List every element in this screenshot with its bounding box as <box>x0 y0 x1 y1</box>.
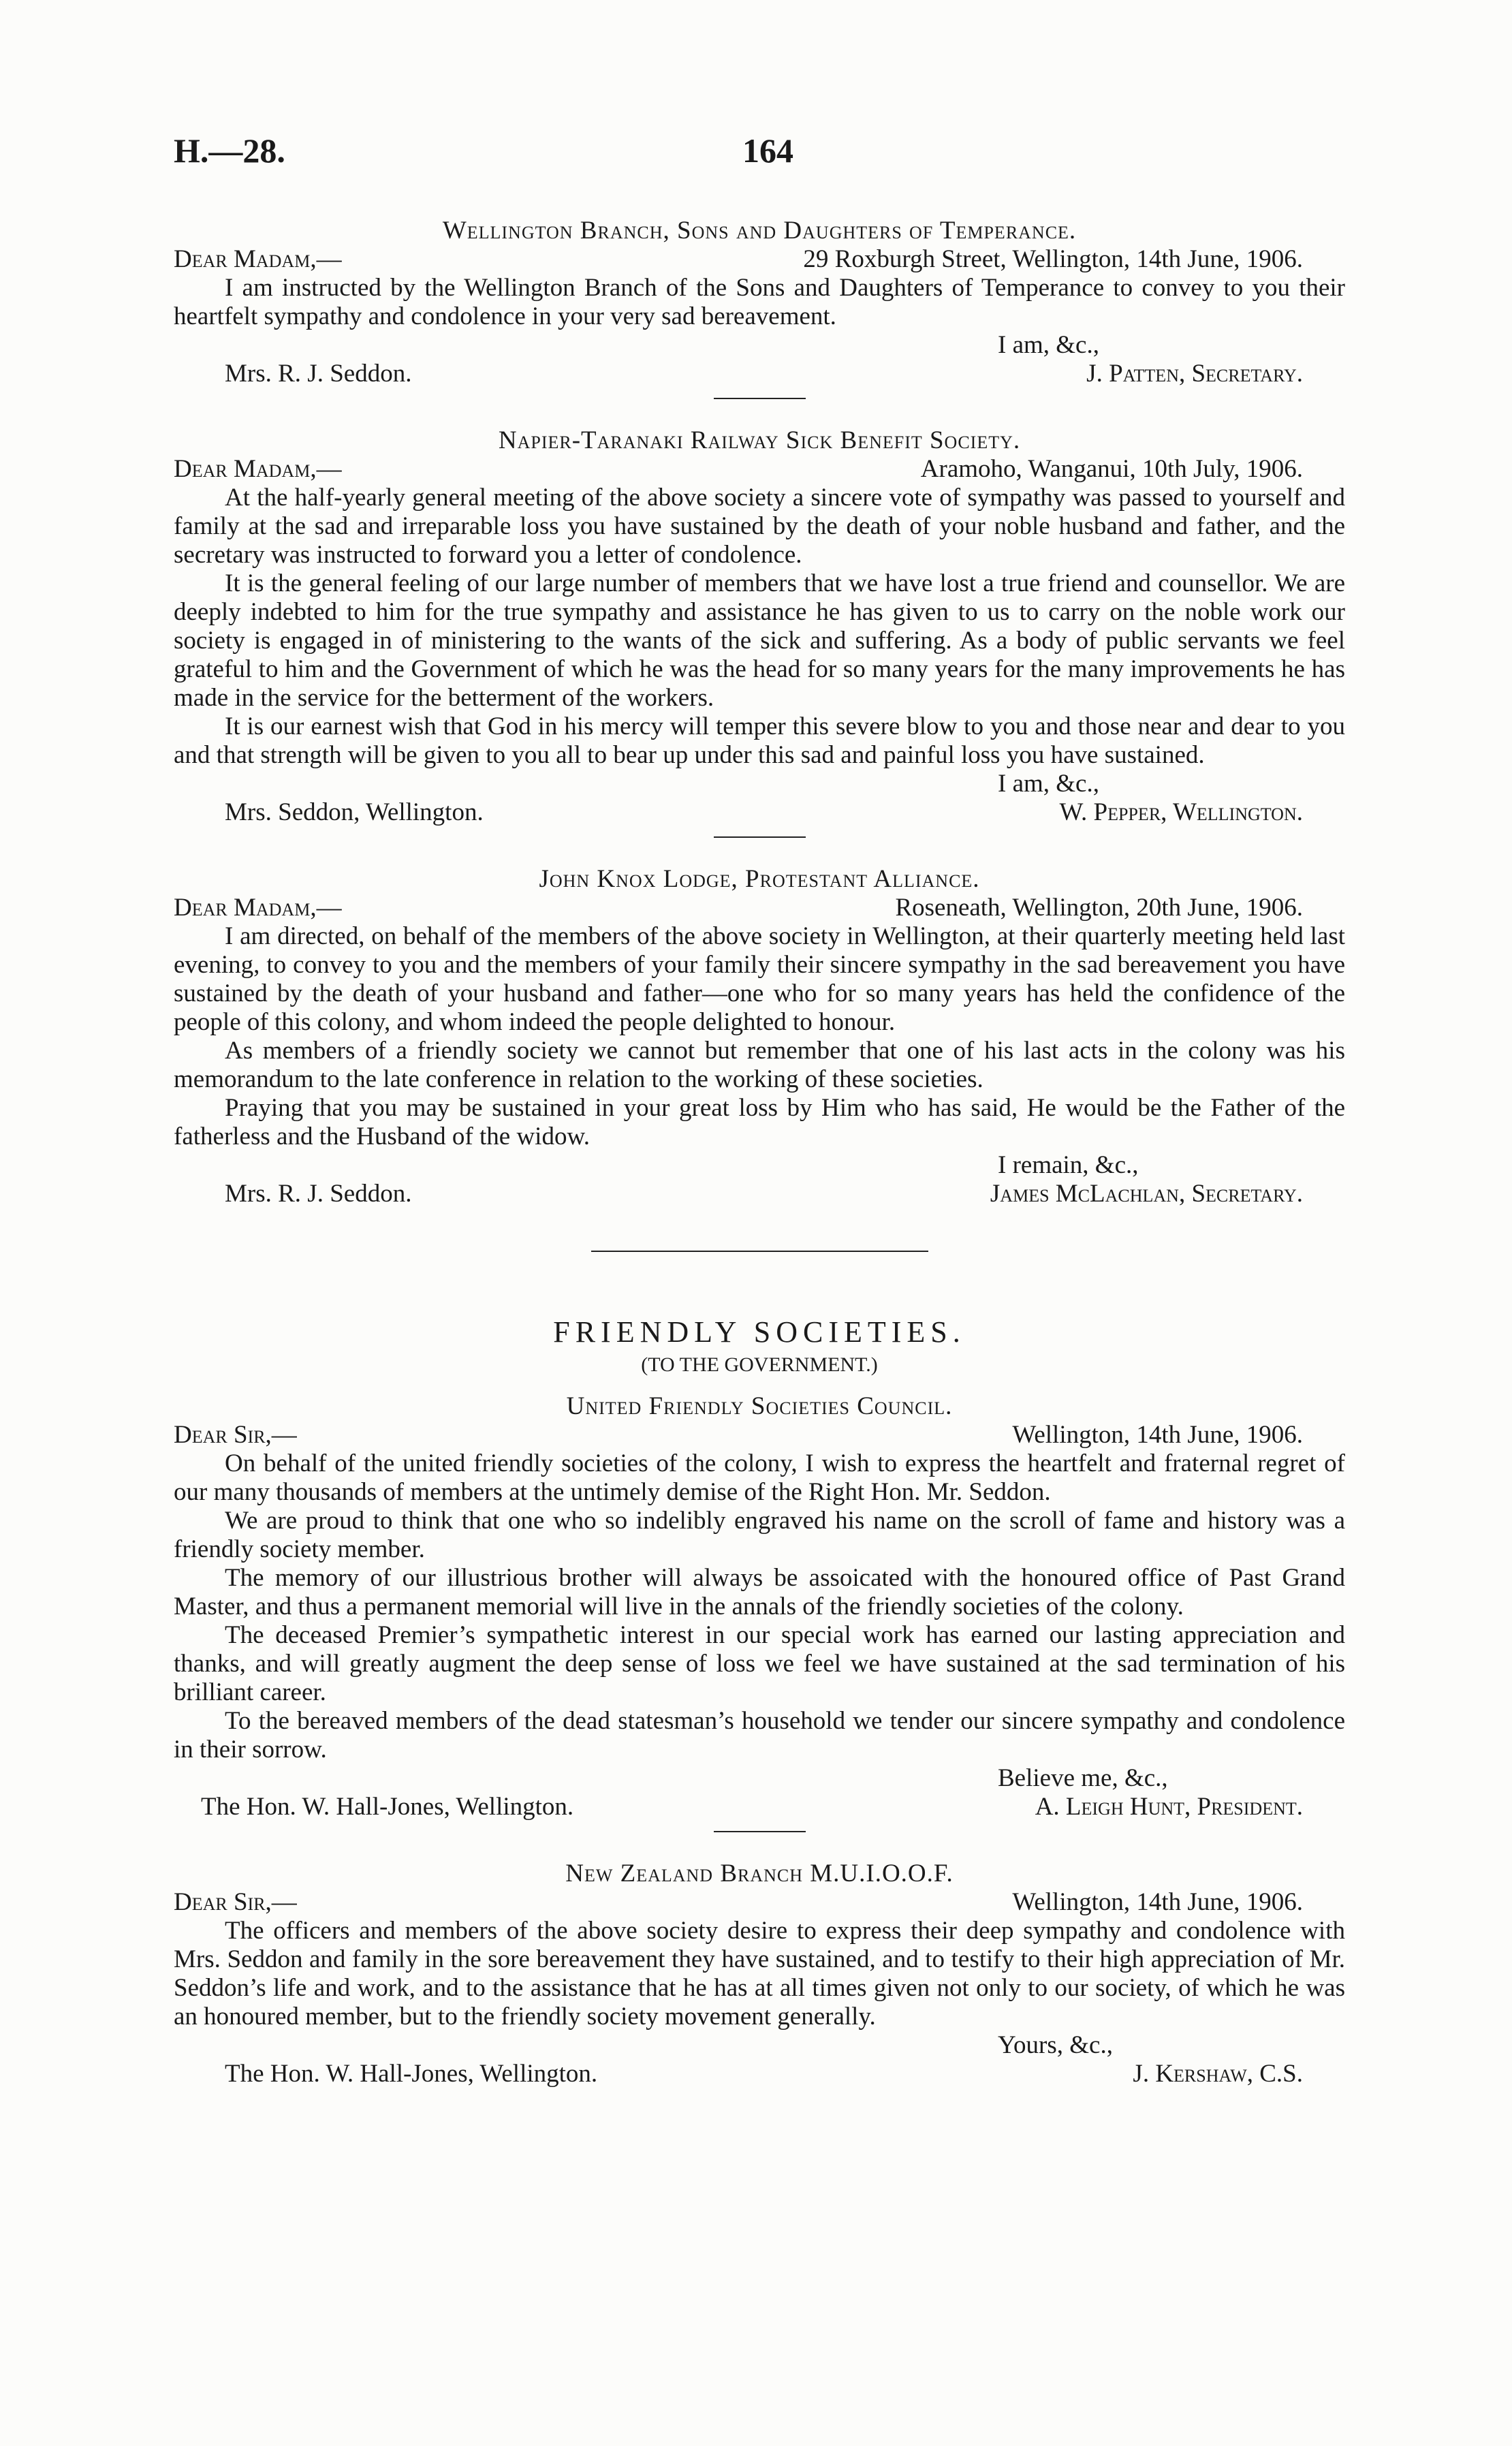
letter-title: New Zealand Branch M.U.I.O.O.F. <box>565 1860 954 1887</box>
salutation-line <box>174 894 1345 922</box>
letter-united-friendly-societies <box>174 1392 1345 1832</box>
salutation: Dear Sir,— <box>174 1888 297 1916</box>
major-divider <box>591 1251 928 1252</box>
letter-paragraph: The memory of our illustrious brother will always be assoicated with the honoured office of Past Grand Master, and thus a permanent memorial will live in the annals of the friendly societies of the colony. <box>174 1564 1345 1620</box>
salutation-line <box>174 1421 1345 1449</box>
signature-line <box>174 798 1345 827</box>
letter-address: Roseneath, Wellington, 20th June, 1906. <box>895 894 1303 922</box>
signature: J. Kershaw, C.S. <box>1133 2060 1303 2088</box>
section-divider <box>714 1831 806 1832</box>
salutation-line <box>174 455 1345 484</box>
recipient: The Hon. W. Hall-Jones, Wellington. <box>225 2060 598 2088</box>
recipient: Mrs. R. J. Seddon. <box>225 1180 412 1208</box>
section-subtitle: (TO THE GOVERNMENT.) <box>641 1353 878 1376</box>
signature-line <box>174 1793 1345 1821</box>
letter-paragraph: At the half-yearly general meeting of the above society a sincere vote of sympathy was passed to yourself and family at the sad and irreparable loss you have sustained by the death of your noble husband and father, and the secretary was instructed to forward you a letter of condolence. <box>174 484 1345 569</box>
closing: I am, &c., <box>998 770 1099 798</box>
salutation: Dear Madam,— <box>174 245 342 273</box>
letter-address: 29 Roxburgh Street, Wellington, 14th June, 1906. <box>803 245 1303 273</box>
closing: Yours, &c., <box>998 2031 1113 2059</box>
letter-paragraph: It is the general feeling of our large number of members that we have lost a true friend and counsellor. We are deeply indebted to him for the true sympathy and assistance he has given to us to carry on the noble work our society is engaged in of ministering to the wants of the sick and suffering. As a body of public servants we feel grateful to him and the Government of which he was the head for so many years for the many improvements he has made in the service for the betterment of the workers. <box>174 569 1345 712</box>
letter-paragraph: As members of a friendly society we cannot but remember that one of his last acts in the colony was his memorandum to the late conference in relation to the working of these societies. <box>174 1037 1345 1093</box>
closing: Believe me, &c., <box>998 1764 1168 1792</box>
page-number: 164 <box>742 131 793 170</box>
letter-address: Wellington, 14th June, 1906. <box>1012 1421 1303 1449</box>
signature: James McLachlan, Secretary. <box>990 1180 1303 1208</box>
salutation: Dear Sir,— <box>174 1421 297 1449</box>
document-reference: H.—28. <box>174 131 285 170</box>
letter-title: John Knox Lodge, Protestant Alliance. <box>539 865 980 893</box>
closing-line <box>174 1151 1345 1180</box>
signature: J. Patten, Secretary. <box>1086 360 1303 388</box>
letter-paragraph: To the bereaved members of the dead statesman’s household we tender our sincere sympathy and condolence in their sorrow. <box>174 1707 1345 1763</box>
letter-title: United Friendly Societies Council. <box>566 1392 953 1420</box>
section-divider <box>714 836 806 838</box>
salutation: Dear Madam,— <box>174 894 342 922</box>
section-title: FRIENDLY SOCIETIES. <box>553 1315 966 1349</box>
salutation: Dear Madam,— <box>174 455 342 483</box>
letter-temperance <box>174 217 1345 399</box>
letter-paragraph: On behalf of the united friendly societies of the colony, I wish to express the heartfelt and fraternal regret of our many thousands of members at the untimely demise of the Right Hon. Mr. Seddon. <box>174 1449 1345 1506</box>
closing-line <box>174 770 1345 798</box>
closing: I am, &c., <box>998 331 1099 359</box>
letter-railway-society <box>174 426 1345 838</box>
signature-line <box>174 360 1345 388</box>
letter-paragraph: It is our earnest wish that God in his mercy will temper this severe blow to you and those near and dear to you and that strength will be given to you all to bear up under this sad and painful loss you have sustained. <box>174 712 1345 769</box>
letter-paragraph: I am instructed by the Wellington Branch of the Sons and Daughters of Temperance to convey to you their heartfelt sympathy and condolence in your very sad bereavement. <box>174 274 1345 330</box>
closing-line <box>174 331 1345 360</box>
letter-nz-branch-muioof <box>174 1860 1345 2088</box>
page-content <box>174 217 1345 2088</box>
letter-paragraph: The deceased Premier’s sympathetic interest in our special work has earned our lasting appreciation and thanks, and will greatly augment the deep sense of loss we feel we have sustained at the sad termination of his brilliant career. <box>174 1621 1345 1706</box>
salutation-line <box>174 1888 1345 1917</box>
recipient: Mrs. Seddon, Wellington. <box>225 798 484 826</box>
closing-line <box>174 1764 1345 1793</box>
signature: A. Leigh Hunt, President. <box>1035 1793 1303 1821</box>
letter-title: Napier-Taranaki Railway Sick Benefit Society. <box>498 426 1021 454</box>
letter-address: Wellington, 14th June, 1906. <box>1012 1888 1303 1916</box>
signature: W. Pepper, Wellington. <box>1059 798 1303 826</box>
signature-line <box>174 2060 1345 2088</box>
letter-paragraph: The officers and members of the above society desire to express their deep sympathy and condolence with Mrs. Seddon and family in the sore bereavement they have sustained, and to testify to their high appreciation of Mr. Seddon’s life and work, and to the assistance that he has at all times given not only to our society, of which he was an honoured member, but to the friendly society movement generally. <box>174 1917 1345 2031</box>
letter-address: Aramoho, Wanganui, 10th July, 1906. <box>920 455 1303 483</box>
letter-paragraph: I am directed, on behalf of the members of the above society in Wellington, at their quarterly meeting held last evening, to convey to you and the members of your family their sincere sympathy in the sad bereavement you have sustained by the death of your husband and father—one who for so many years has held the confidence of the people of this colony, and whom indeed the people delighted to honour. <box>174 922 1345 1036</box>
recipient: The Hon. W. Hall-Jones, Wellington. <box>201 1793 574 1821</box>
recipient: Mrs. R. J. Seddon. <box>225 360 412 388</box>
letter-title: Wellington Branch, Sons and Daughters of Temperance. <box>442 217 1077 245</box>
salutation-line <box>174 245 1345 274</box>
letter-paragraph: Praying that you may be sustained in your great loss by Him who has said, He would be the Father of the fatherless and the Husband of the widow. <box>174 1094 1345 1150</box>
signature-line <box>174 1180 1345 1208</box>
closing: I remain, &c., <box>998 1151 1139 1179</box>
letter-paragraph: We are proud to think that one who so indelibly engraved his name on the scroll of fame and history was a friendly society member. <box>174 1507 1345 1563</box>
section-divider <box>714 398 806 399</box>
letter-john-knox-lodge <box>174 865 1345 1208</box>
closing-line <box>174 2031 1345 2060</box>
